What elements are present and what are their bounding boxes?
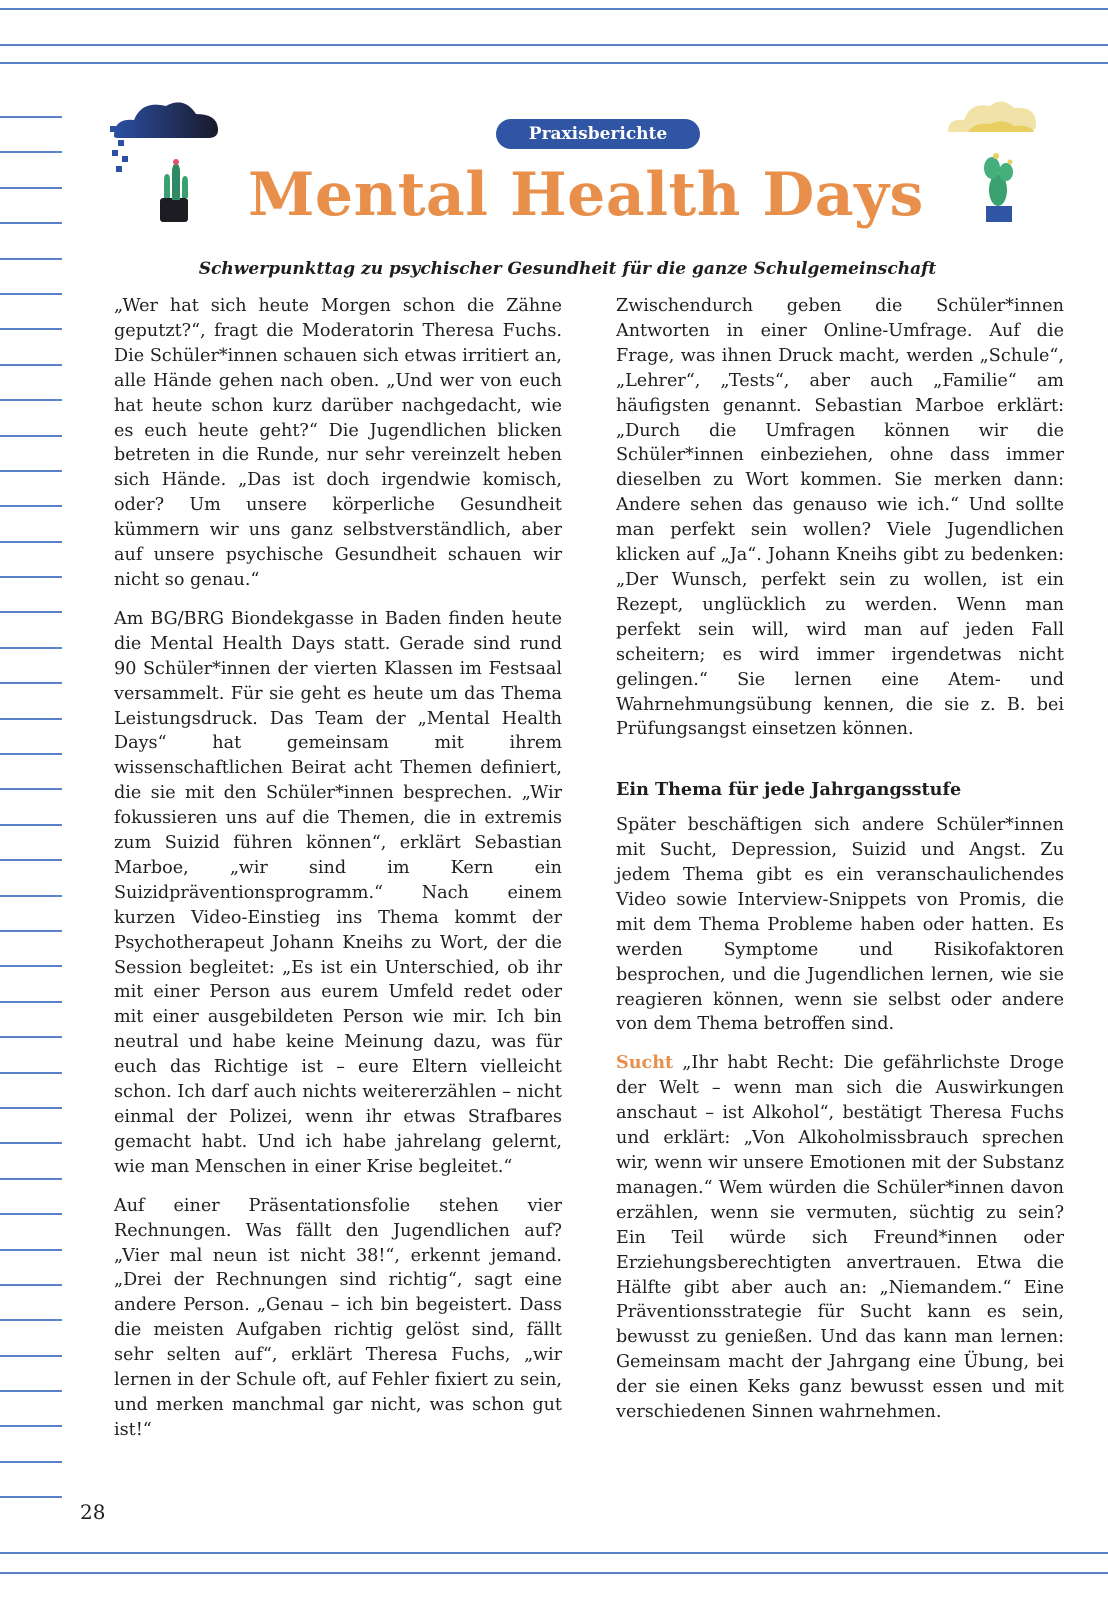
page-number: 28 [80, 1500, 106, 1524]
paragraph: Am BG/BRG Biondekgasse in Baden finden heute die Mental Health Days statt. Gerade sind rund 90 Schüler*innen der vierten Klassen im Festsaal versammelt. Für sie geht es heute um das Thema Leistungsdruck. Das Team der „Mental Health Days“ hat gemeinsam mit ihrem wissenschaftlichen Beirat acht Themen definiert, die sie mit den Schüler*innen besprechen. „Wir fokussieren uns auf die Themen, die in extremis zum Suizid führen können“, erklärt Sebastian Marboe, „wir sind im Kern ein Suizidpräventionsprogramm.“ Nach einem kurzen Video-Einstieg ins Thema kommt der Psychotherapeut Johann Kneihs zu Wort, der die Session begleitet: „Es ist ein Unterschied, ob ihr mit einer Person aus eurem Umfeld redet oder mit einer ausgebildeten Person wie mir. Ich bin neutral und habe keine Meinung dazu, was für euch das Richtige ist – eure Eltern vielleicht schon. Ich darf auch nichts weitererzählen – nicht einmal der Polizei, wenn ihr etwas Strafbares gemacht habt. Und ich habe jahrelang gelernt, wie man Menschen in einer Krise begleitet.“ [114, 608, 562, 1177]
subtitle: Schwerpunkttag zu psychischer Gesundheit für die ganze Schulgemeinschaft [198, 259, 937, 279]
section-heading: Ein Thema für jede Jahrgangsstufe [616, 779, 962, 801]
yellow-cloud-icon [944, 94, 1040, 138]
cactus-icon [974, 148, 1022, 224]
paragraph: „Wer hat sich heute Morgen schon die Zähne geputzt?“, fragt die Moderatorin Theresa Fuchs. Die Schüler*innen schauen sich etwas irritiert an, alle Hände gehen nach oben. „Und wer von euch hat heute schon kurz darüber nachgedacht, wie es euch heute geht?“ Die Jugendlichen blicken betreten in die Runde, nur sehr vereinzelt heben sich Hände. „Das ist doch irgendwie komisch, oder? Um unsere körperliche Gesundheit kümmern wir uns ganz selbstverständlich, aber auf unsere psychische Gesundheit schauen wir nicht so genau.“ [114, 296, 562, 590]
sucht-text: „Ihr habt Recht: Die gefährlichste Droge der Welt – wenn man sich die Auswirkungen anschaut – ist Alkohol“, bestätigt Theresa Fuchs und erklärt: „Von Alkoholmissbrauch sprechen wir, wenn wir unsere Emotionen mit der Substanz managen.“ Wem würden die Schüler*innen davon erzählen, wenn sie vermuten, süchtig zu sein? Ein Teil würde sich Freund*innen oder Erziehungsberechtigten anvertrauen. Etwa die Hälfte gibt aber auch an: „Niemandem.“ Eine Präventionsstrategie für Sucht kann es sein, bewusst zu genießen. Und das kann man lernen: Gemeinsam macht der Jahrgang eine Übung, bei der sie einen Keks ganz bewusst essen und mit verschiedenen Sinnen wahrnehmen. [616, 1053, 1064, 1423]
left-column [114, 294, 562, 1457]
potted-plant-icon [152, 154, 196, 224]
bottom-rule-1 [0, 1552, 1108, 1554]
paragraph-sucht [616, 1051, 1064, 1425]
top-rule-1 [0, 8, 1108, 10]
page-title: Mental Health Days [248, 160, 924, 230]
top-rule-3 [0, 62, 1108, 64]
paragraph: Auf einer Präsentationsfolie stehen vier Rechnungen. Was fällt den Jugendlichen auf? „Vier mal neun ist nicht 38!“, erkennt jemand. „Drei der Rechnungen sind richtig“, sagt eine andere Person. „Genau – ich bin begeistert. Dass die meisten Aufgaben richtig gelöst sind, fällt sehr selten auf“, erklärt Theresa Fuchs, „wir lernen in der Schule oft, auf Fehler fixiert zu sein, und merken manchmal gar nicht, was schon gut ist!“ [114, 1195, 562, 1440]
sucht-label: Sucht [616, 1052, 674, 1074]
category-badge: Praxisberichte [496, 119, 700, 149]
bottom-rule-2 [0, 1572, 1108, 1574]
right-column [616, 294, 1064, 1439]
paragraph: Später beschäftigen sich andere Schüler*innen mit Sucht, Depression, Suizid und Angst. Zu jedem Thema gibt es ein veranschaulichendes Video sowie Interview-Snippets von Promis, die mit dem Thema Probleme haben oder hatten. Es werden Symptome und Risikofaktoren besprochen, und die Jugendlichen lernen, wie sie reagieren können, wenn sie selbst oder andere von dem Thema betroffen sind. [616, 815, 1064, 1035]
top-rule-2 [0, 44, 1108, 46]
paragraph: Zwischendurch geben die Schüler*innen Antworten in einer Online-Umfrage. Auf die Frage, was ihnen Druck macht, werden „Schule“, „Lehrer“, „Tests“, aber auch „Familie“ am häufigsten genannt. Sebastian Marboe erklärt: „Durch die Umfragen können wir die Schüler*innen einbeziehen, ohne dass immer dieselben zu Wort kommen. Sie merken dann: Andere sehen das genauso wie ich.“ Und sollte man perfekt sein wollen? Viele Jugendlichen klicken auf „Ja“. Johann Kneihs gibt zu bedenken: „Der Wunsch, perfekt sein zu wollen, ist ein Rezept, unglücklich zu werden. Wenn man perfekt sein will, wird man auf jeden Fall scheitern; es wird immer irgendetwas nicht gelingen.“ Sie lernen eine Atem- und Wahrnehmungsübung kennen, die sie z. B. bei Prüfungsangst einsetzen können. [616, 296, 1064, 740]
margin-lines [0, 116, 62, 1532]
